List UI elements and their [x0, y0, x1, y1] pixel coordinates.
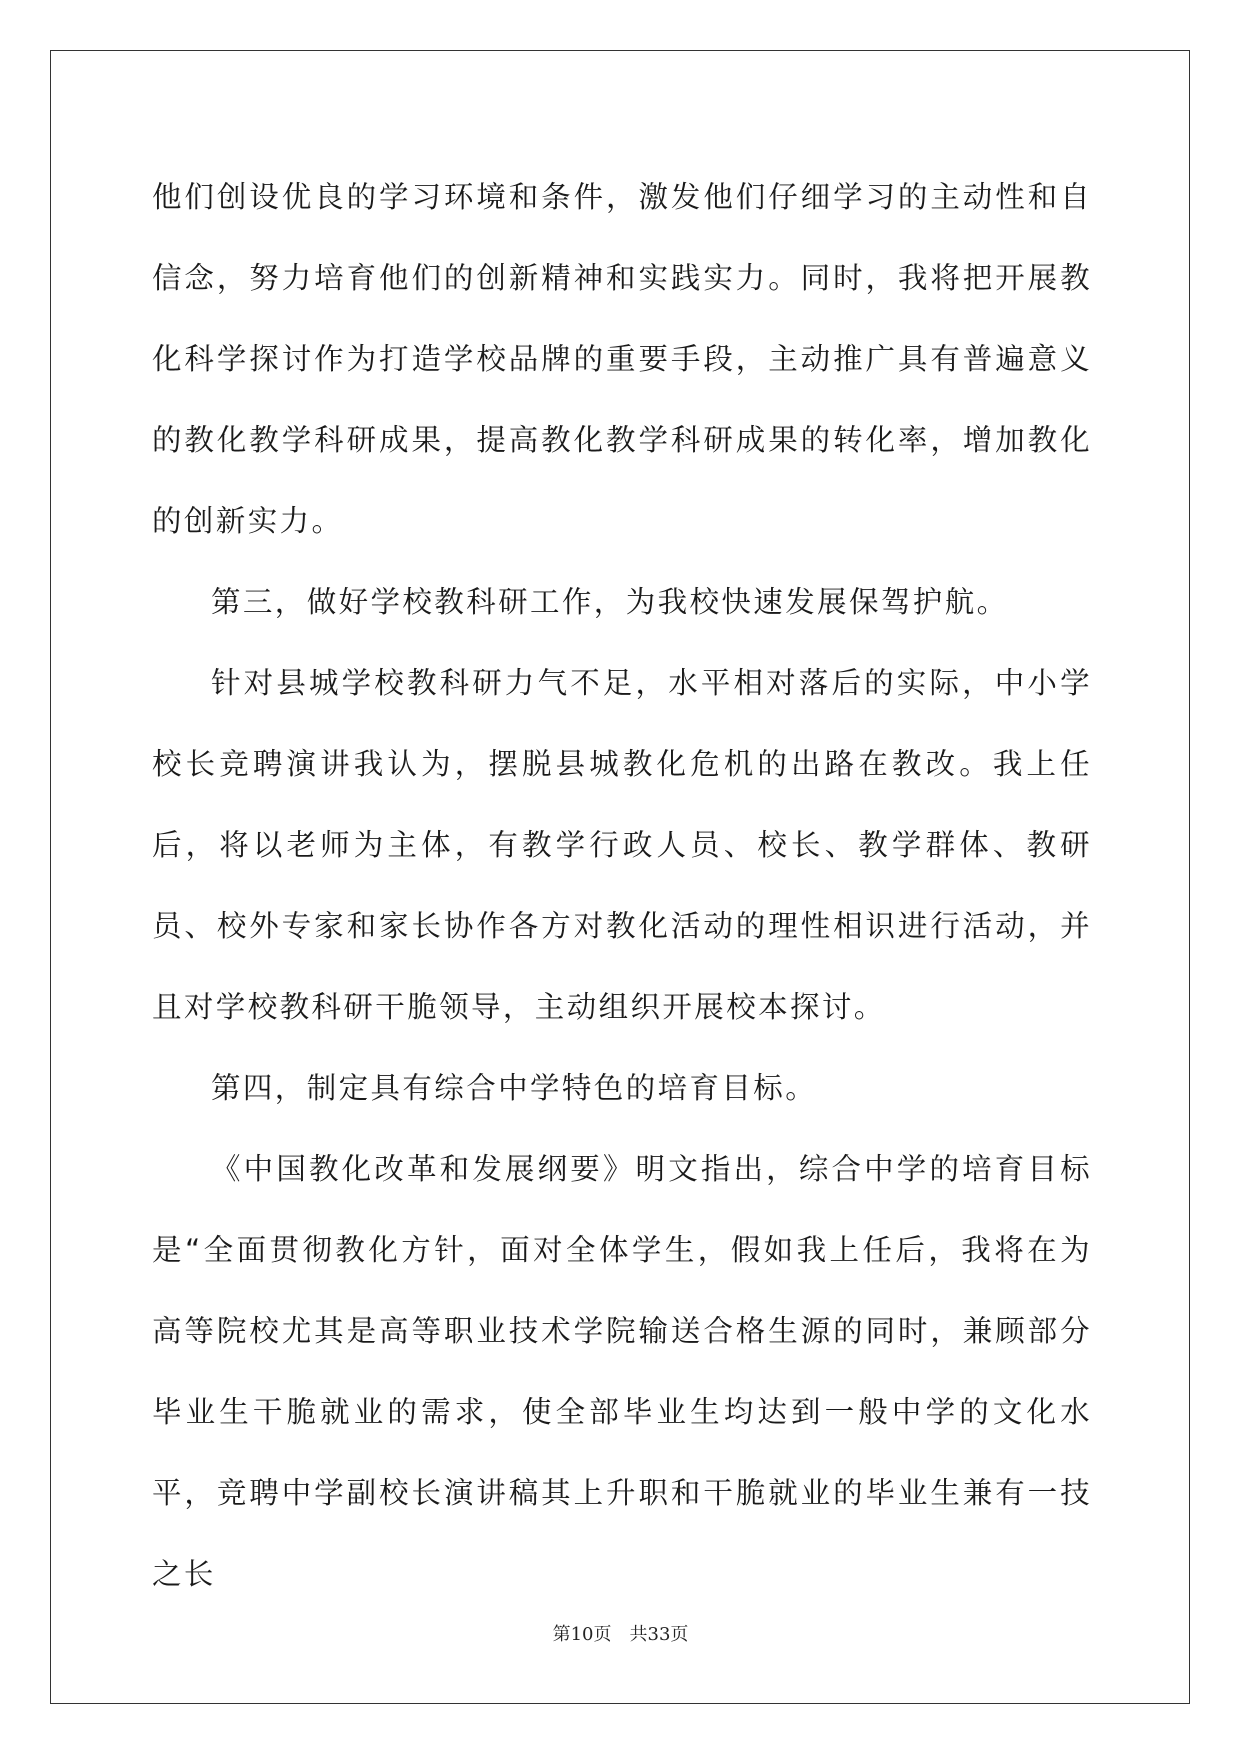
paragraph-research-work: 针对县城学校教科研力气不足，水平相对落后的实际，中小学校长竞聘演讲我认为，摆脱县城教化危机的出路在教改。我上任后，将以老师为主体，有教学行政人员、校长、教学群体、教研员、校外专家和家长协作各方对教化活动的理性相识进行活动，并且对学校教科研干脆领导，主动组织开展校本探讨。 [152, 666, 1092, 1024]
document-body [152, 157, 1092, 1615]
paragraph-section-four-heading: 第四，制定具有综合中学特色的培育目标。 [211, 1071, 818, 1105]
paragraph-training-goals: 《中国教化改革和发展纲要》明文指出，综合中学的培育目标是“全面贯彻教化方针，面对全体学生，假如我上任后，我将在为高等院校尤其是高等职业技术学院输送合格生源的同时，兼顾部分毕业生干脆就业的需求，使全部毕业生均达到一般中学的文化水平，竞聘中学副校长演讲稿其上升职和干脆就业的毕业生兼有一技之长 [152, 1152, 1092, 1591]
paragraph-continued: 他们创设优良的学习环境和条件，激发他们仔细学习的主动性和自信念，努力培育他们的创新精神和实践实力。同时，我将把开展教化科学探讨作为打造学校品牌的重要手段，主动推广具有普遍意义的教化教学科研成果，提高教化教学科研成果的转化率，增加教化的创新实力。 [152, 180, 1092, 538]
paragraph-section-three-heading: 第三，做好学校教科研工作，为我校快速发展保驾护航。 [211, 585, 1009, 619]
page-number-footer: 第10页 共33页 [552, 1624, 689, 1645]
